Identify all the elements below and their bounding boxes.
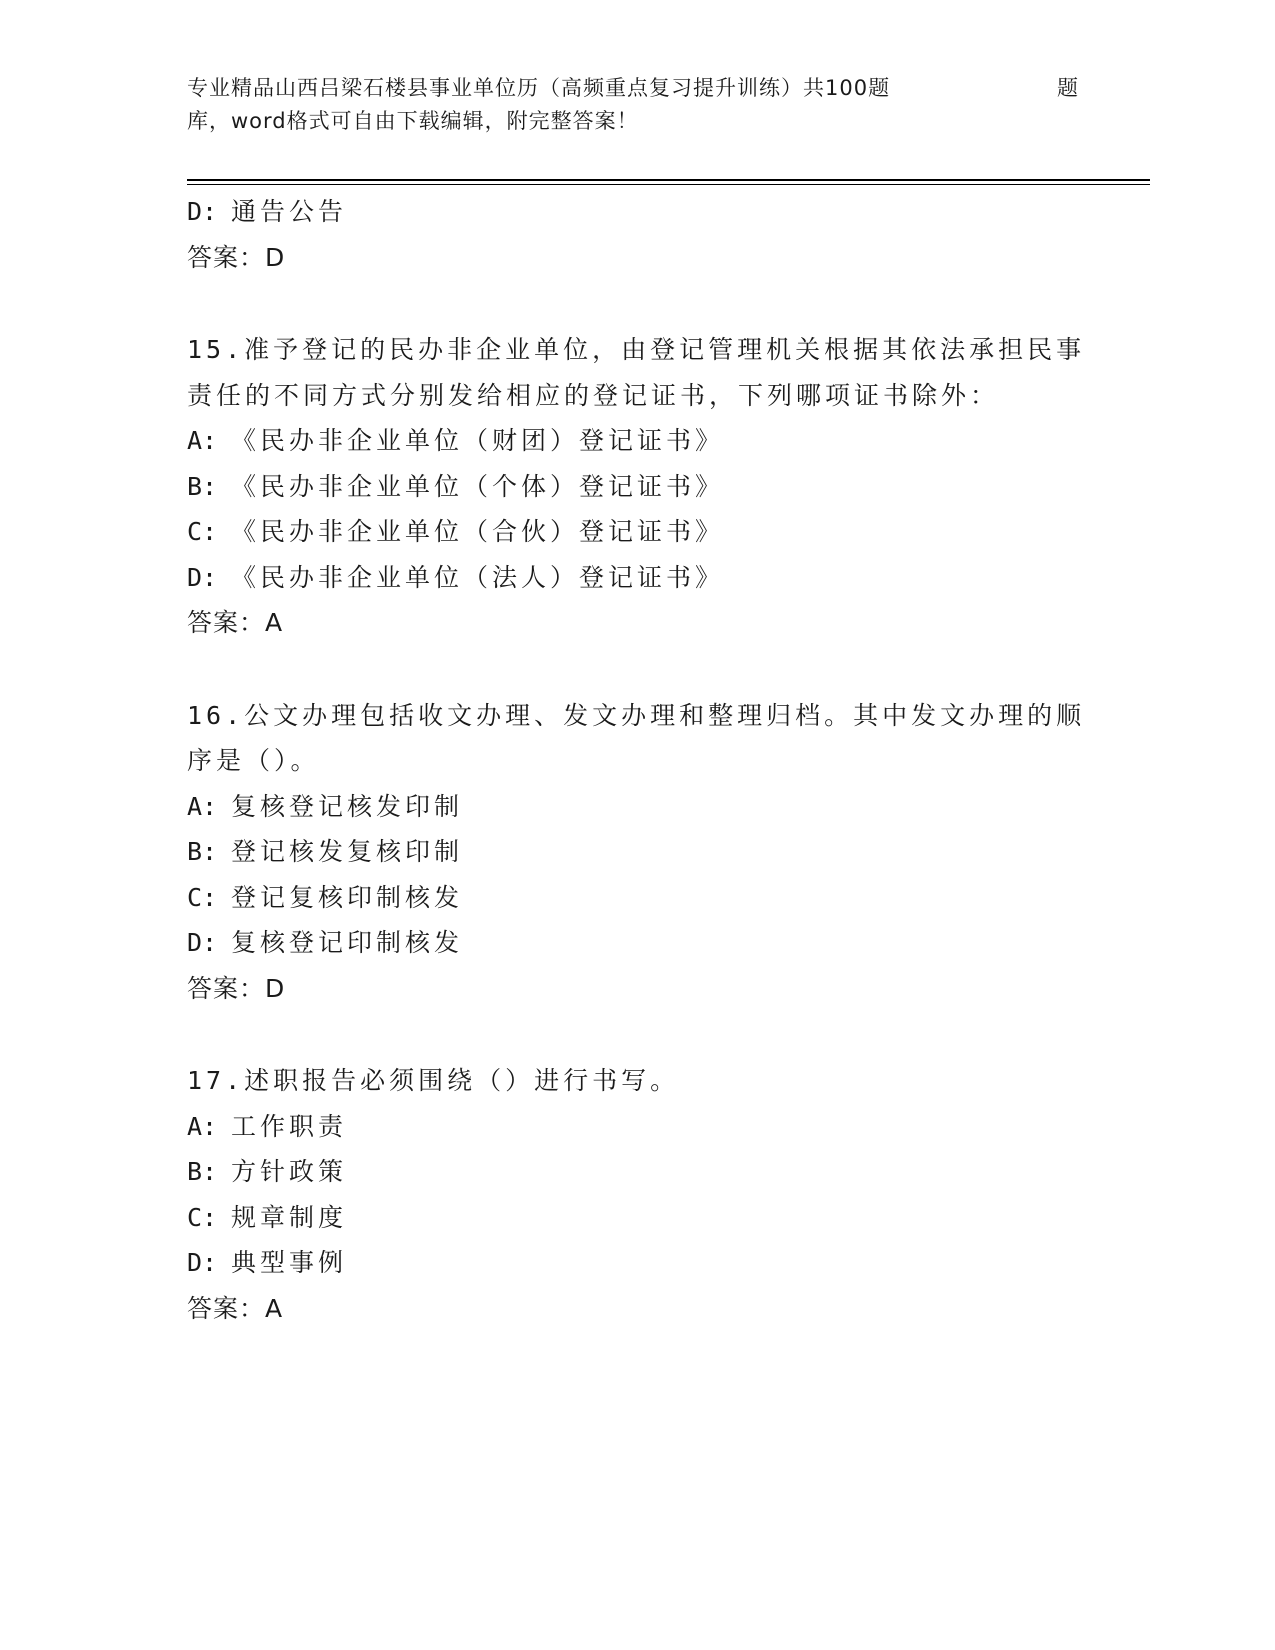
spacer [187,646,1087,693]
header-line-2: 库，word格式可自由下载编辑，附完整答案！ [187,109,639,133]
option-text: 《民办非企业单位（法人）登记证书》 [231,562,725,592]
option-b [187,464,1087,510]
option-c [187,1195,1087,1241]
answer-line: 答案：A [187,1293,284,1323]
answer-line: 答案：A [187,608,284,637]
question-15 [187,327,1087,646]
spacer [187,280,1087,327]
header-title-tail: 题 [1057,76,1079,100]
spacer [187,1011,1087,1058]
option-a [187,418,1087,464]
header-divider-thin [187,184,1150,185]
header-title-text: 专业精品山西吕梁石楼县事业单位历（高频重点复习提升训练）共100题 [187,76,891,100]
option-text: 复核登记印制核发 [231,928,464,957]
option-label: D: [187,197,218,226]
option-label: B: [187,1157,218,1186]
option-text: 规章制度 [231,1202,348,1232]
option-label: A: [187,1111,218,1141]
option-text: 典型事例 [231,1248,348,1277]
option-b [187,829,1087,875]
page-header [187,72,1087,138]
header-line-1 [187,72,1087,105]
option-c [187,509,1087,555]
header-divider-thick [187,179,1150,181]
option-text: 《民办非企业单位（个体）登记证书》 [231,471,725,501]
answer-line: 答案：D [187,242,286,272]
option-label: C: [187,517,218,546]
option-b [187,1149,1087,1195]
option-text: 工作职责 [231,1111,348,1141]
option-a [187,784,1087,830]
option-d [187,555,1087,601]
option-text: 复核登记核发印制 [231,791,464,821]
option-label: B: [187,471,218,501]
option-d [187,189,1087,235]
option-text: 通告公告 [231,197,348,226]
option-label: A: [187,426,218,455]
option-a [187,1104,1087,1150]
option-label: A: [187,791,218,821]
document-body [187,189,1087,1331]
option-c [187,875,1087,921]
question-text-line-2: 责任的不同方式分别发给相应的登记证书，下列哪项证书除外： [187,380,1000,410]
option-label: D: [187,1248,218,1277]
option-label: D: [187,562,218,592]
option-d [187,920,1087,966]
option-text: 登记复核印制核发 [231,882,464,912]
question-text-line-2: 序是（）。 [187,746,320,775]
question-text-line-1: 15.准予登记的民办非企业单位，由登记管理机关根据其依法承担民事 [187,335,1086,364]
question-16 [187,693,1087,1012]
option-text: 《民办非企业单位（财团）登记证书》 [231,426,725,455]
carryover-block [187,189,1087,280]
question-17 [187,1058,1087,1331]
answer-line: 答案：D [187,973,286,1003]
question-text-line-1: 16.公文办理包括收文办理、发文办理和整理归档。其中发文办理的顺 [187,700,1086,730]
option-label: B: [187,837,218,866]
option-label: C: [187,882,218,912]
option-text: 方针政策 [231,1157,348,1186]
option-text: 《民办非企业单位（合伙）登记证书》 [231,517,725,546]
option-label: D: [187,928,218,957]
option-label: C: [187,1202,218,1232]
option-text: 登记核发复核印制 [231,837,464,866]
question-text-line-1: 17.述职报告必须围绕（）进行书写。 [187,1066,680,1095]
option-d [187,1240,1087,1286]
